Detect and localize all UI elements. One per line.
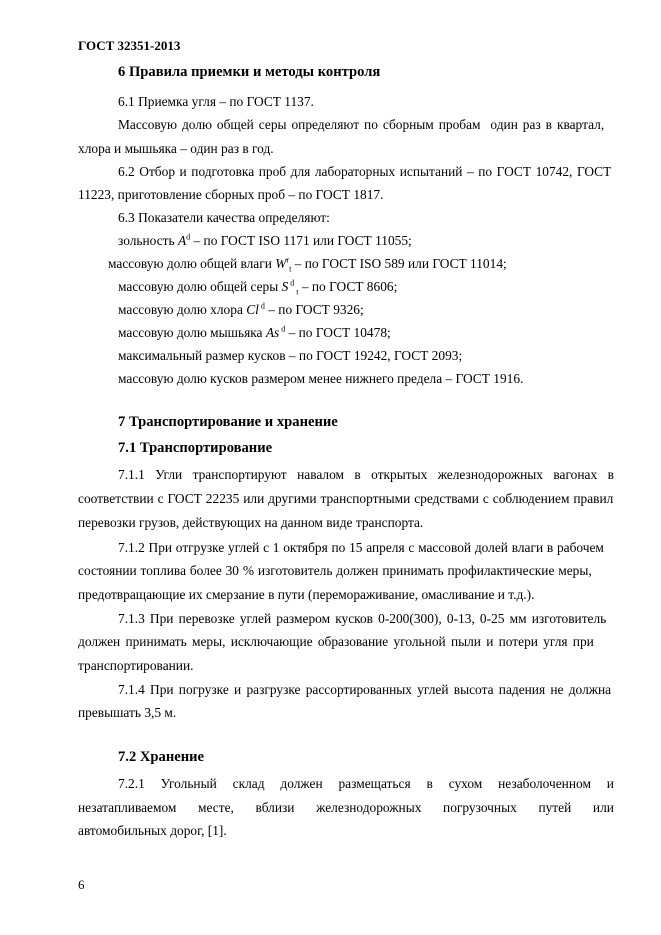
symbol-ash: A xyxy=(177,233,187,248)
para-7-1-1-line3: перевозки грузов, действующих на данном виде транспорта. xyxy=(78,515,424,530)
document-header: ГОСТ 32351-2013 xyxy=(78,38,181,53)
word: вблизи xyxy=(255,800,295,815)
symbol-sup: d xyxy=(288,278,295,288)
symbol-sub: t xyxy=(294,287,299,297)
para-7-2-1-line2 xyxy=(78,800,614,816)
item-text: массовую долю мышьяка xyxy=(118,325,266,340)
item-text: – по ГОСТ 10478; xyxy=(285,325,391,340)
word: путей xyxy=(538,800,572,815)
word: сухом xyxy=(448,776,483,791)
para-7-2-1-line1 xyxy=(118,776,614,792)
section-7-1-title: 7.1 Транспортирование xyxy=(118,440,273,456)
para-text: Массовую долю общей серы определяют по сборным пробам один раз в квартал, xyxy=(118,117,605,132)
para-7-1-3-line1: 7.1.3 При перевозке углей размером кусков 0-200(300), 0-13, 0-25 мм изготовитель xyxy=(118,611,607,626)
word: незатапливаемом xyxy=(78,800,177,815)
item-text: зольность xyxy=(118,233,178,248)
list-item-chlorine xyxy=(118,302,364,318)
word: транспортируют xyxy=(192,467,287,482)
item-text: массовую долю общей серы xyxy=(118,279,282,294)
para-6-1: 6.1 Приемка угля – по ГОСТ 1137. xyxy=(118,94,314,109)
para-7-2-1-line3: автомобильных дорог, [1]. xyxy=(78,823,227,838)
para-7-1-1-line2: соответствии с ГОСТ 22235 или другими транспортными средствами с соблюдением правил xyxy=(78,491,614,506)
word: в xyxy=(426,776,433,791)
para-6-2-line1: 6.2 Отбор и подготовка проб для лабораторных испытаний – по ГОСТ 10742, ГОСТ xyxy=(118,164,612,179)
word: в xyxy=(354,467,361,482)
word: открытых xyxy=(371,467,428,482)
para-6-1-sulfur-line1 xyxy=(118,117,614,133)
item-text: массовую долю общей влаги xyxy=(108,256,276,271)
word: вагонах xyxy=(553,467,598,482)
word: незаболоченном xyxy=(498,776,591,791)
page-number: 6 xyxy=(78,877,85,892)
para-7-1-3-line2: должен принимать меры, исключающие образование угольной пыли и потери угля при xyxy=(78,634,594,649)
list-item-ash xyxy=(118,233,412,249)
word: железнодорожных xyxy=(437,467,543,482)
section-6-title: 6 Правила приемки и методы контроля xyxy=(118,64,381,80)
word: 7.1.1 xyxy=(118,467,145,482)
word: Угольный xyxy=(160,776,217,791)
item-text: – по ГОСТ ISO 1171 или ГОСТ 11055; xyxy=(190,233,412,248)
para-7-1-2-line1: 7.1.2 При отгрузке углей с 1 октября по 15 апреля с массовой долей влаги в рабочем xyxy=(118,540,604,555)
item-text: массовую долю хлора xyxy=(118,302,247,317)
symbol-sup: d xyxy=(186,232,191,242)
item-text: – по ГОСТ ISO 589 или ГОСТ 11014; xyxy=(291,256,507,271)
para-7-1-1-line1 xyxy=(118,467,614,483)
item-text: – по ГОСТ 8606; xyxy=(298,279,398,294)
word: Угли xyxy=(155,467,183,482)
word: в xyxy=(607,467,614,482)
item-text: – по ГОСТ 9326; xyxy=(264,302,364,317)
para-7-1-3-line3: транспортировании. xyxy=(78,658,194,673)
symbol-sup: d xyxy=(258,301,265,311)
word: железнодорожных xyxy=(316,800,422,815)
para-7-1-2-line2: состоянии топлива более 30 % изготовитель должен принимать профилактические меры, xyxy=(78,563,592,578)
para-6-2-line2: 11223, приготовление сборных проб – по ГОСТ 1817. xyxy=(78,187,384,202)
word: месте, xyxy=(198,800,234,815)
para-7-1-4-line2: превышать 3,5 м. xyxy=(78,705,177,720)
symbol-sup: r xyxy=(286,255,290,265)
list-item-sulfur xyxy=(118,279,397,295)
para-7-1-2-line3: предотвращающие их смерзание в пути (перемораживание, омасливание и т.д.). xyxy=(78,587,535,602)
word: размещаться xyxy=(338,776,411,791)
list-item-moisture xyxy=(108,256,507,272)
section-7-2-title: 7.2 Хранение xyxy=(118,749,205,765)
word: и xyxy=(606,776,614,791)
symbol-chlorine: Cl xyxy=(246,302,259,317)
word: погрузочных xyxy=(443,800,517,815)
word: или xyxy=(592,800,614,815)
para-7-1-4-line1: 7.1.4 При погрузке и разгрузке рассортированных углей высота падения не должна xyxy=(118,682,612,697)
symbol-sub: t xyxy=(289,264,292,274)
symbol-arsenic: As xyxy=(265,325,280,340)
section-7-title: 7 Транспортирование и хранение xyxy=(118,414,338,430)
word: 7.2.1 xyxy=(118,776,145,791)
word: должен xyxy=(280,776,323,791)
symbol-sulfur: S xyxy=(281,279,289,294)
list-item-max-size: максимальный размер кусков – по ГОСТ 19242, ГОСТ 2093; xyxy=(118,348,463,363)
symbol-moisture: W xyxy=(275,256,287,271)
list-item-arsenic xyxy=(118,325,391,341)
word: навалом xyxy=(297,467,344,482)
symbol-sup: d xyxy=(279,324,286,334)
para-6-1-sulfur-line2: хлора и мышьяка – один раз в год. xyxy=(78,141,274,156)
word: склад xyxy=(232,776,265,791)
para-6-3: 6.3 Показатели качества определяют: xyxy=(118,210,330,225)
list-item-undersize: массовую долю кусков размером менее нижнего предела – ГОСТ 1916. xyxy=(118,371,524,386)
